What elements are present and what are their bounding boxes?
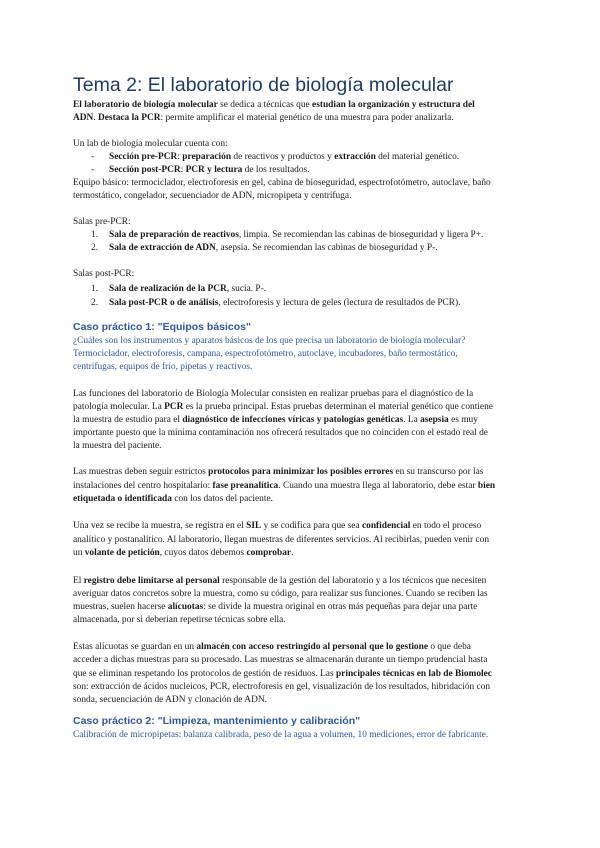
- intro-text: : permite amplificar el material genético de una muestra para poder analizarla.: [160, 113, 454, 123]
- text: . La: [403, 415, 421, 425]
- p3-line-3: [73, 547, 293, 560]
- text: y se codifica para que sea: [261, 521, 362, 531]
- section-item-pre-pcr: [109, 151, 459, 164]
- intro-text: se dedica a técnicas que: [217, 100, 313, 110]
- term: volante de petición: [84, 548, 160, 558]
- p1-line-1: Las funciones del laboratorio de Biología Molecular consisten en realizar pruebas para el diagnóstico de la: [73, 389, 474, 399]
- item-text: , limpia. Se recomiendan las cabinas de bioseguridad y ligera P+.: [238, 230, 484, 240]
- intro-text: .: [93, 113, 98, 123]
- text: es muy: [448, 415, 478, 425]
- text: responsable de la gestión del laboratorio y a los técnicos que necesiten: [219, 576, 487, 586]
- p3-line-2: analítico y postanalítico. Al laboratorio, llegan muestras de diferentes servicios. Al recibirlas, pueden venir con: [73, 535, 490, 545]
- intro-bold: ADN: [73, 113, 94, 123]
- item-term: Sección pre-PCR: [109, 152, 178, 162]
- caso-practico-1-heading: Caso práctico 1: "Equipos básicos": [73, 321, 252, 333]
- p4-line-2: averiguar datos concretos sobre la muestra, como su código, para realizar sus funciones. Cuando se reciben las: [73, 589, 488, 599]
- term: fase preanalítica: [212, 481, 279, 491]
- item-text: de los resultados.: [242, 165, 310, 175]
- lab-intro: Un lab de biología molecular cuenta con:: [73, 139, 228, 149]
- item-text: :: [180, 165, 186, 175]
- text: muestras, suelen hacerse: [73, 602, 168, 612]
- intro-term: El laboratorio de biología molecular: [73, 100, 218, 110]
- term: SIL: [246, 521, 262, 531]
- item-text: :: [177, 152, 183, 162]
- caso1-question: ¿Cuáles son los instrumentos y aparatos básicos de los que precisa un laboratorio de biología molecular?: [73, 336, 466, 346]
- p5-line-4: son: extracción de ácidos nucleicos, PCR, electroforesis en gel, visualización de los resultados, hibridación con: [73, 682, 491, 692]
- term: bien: [477, 481, 496, 491]
- post-pcr-item: [109, 283, 266, 296]
- p4-line-1: [73, 575, 486, 588]
- item-term: Sala de realización de la PCR: [109, 284, 227, 294]
- p4-line-3: [73, 601, 477, 614]
- equipo-line-2: termostático, congelador, secuenciador de ADN, micropipeta y centrífuga.: [73, 191, 352, 201]
- p5-line-3: [73, 668, 492, 681]
- item-text: , sucia. P-.: [226, 284, 267, 294]
- text: : se divide la muestra original en otras más pequeñas para dejar una parte: [203, 602, 478, 612]
- caso-practico-2-heading: Caso práctico 2: "Limpieza, mantenimiento y calibración": [73, 715, 361, 727]
- item-term: Sala post-PCR o de análisis: [109, 298, 219, 308]
- intro-bold: estudian la organización y estructura del: [312, 100, 475, 110]
- text: la muestra de estudio para el: [73, 415, 183, 425]
- term: asepsia: [420, 415, 449, 425]
- intro-line-1: [73, 99, 475, 112]
- text: en todo el proceso: [410, 521, 482, 531]
- term: almacén con acceso restringido al personal que lo gestione: [196, 642, 428, 652]
- item-term: Sala de extracción de ADN: [109, 243, 216, 253]
- list-marker: 1.: [91, 284, 99, 294]
- list-marker: 2.: [91, 298, 99, 308]
- list-marker: -: [91, 152, 95, 162]
- text: El: [73, 576, 84, 586]
- pre-pcr-label: Salas pre-PCR:: [73, 217, 131, 227]
- text: o que deba: [427, 642, 471, 652]
- item-term: Sala de preparación de reactivos: [109, 230, 239, 240]
- p5-line-5: sonda, secuenciación de ADN y clonación de ADN.: [73, 695, 267, 705]
- item-term: PCR y lectura: [185, 165, 243, 175]
- p4-line-4: almacenada, por si deberían repetirse técnicas sobre ella.: [73, 615, 286, 625]
- item-text: del material genético.: [375, 152, 460, 162]
- section-item-post-pcr: [109, 164, 310, 177]
- term: principales técnicas en lab de Biomolec: [335, 669, 492, 679]
- equipo-line-1: Equipo básico: termociclador, electroforesis en gel, cabina de bioseguridad, espectrofotómetro, autoclave, baño: [73, 178, 491, 188]
- term: diagnóstico de infecciones víricas y patologías genéticas: [182, 415, 404, 425]
- term: registro debe limitarse al personal: [83, 576, 220, 586]
- intro-line-2: [73, 112, 454, 125]
- caso1-answer-1: Termociclador, electroforesis, campana, espectrofotómetro, autoclave, incubadores, baño termostático,: [73, 349, 458, 359]
- item-term: Sección post-PCR: [109, 165, 181, 175]
- term: etiquetada o identificada: [73, 494, 172, 504]
- post-pcr-label: Salas post-PCR:: [73, 269, 135, 279]
- text: patología molecular. La: [73, 402, 165, 412]
- text: instalaciones del centro hospitalario:: [73, 481, 213, 491]
- caso2-line-1: Calibración de micropipetas: balanza calibrada, peso de la agua a volumen, 10 mediciones, error de fabricante.: [73, 730, 489, 740]
- list-marker: 1.: [91, 230, 99, 240]
- caso1-answer-2: centrífugas, equipos de frío, pipetas y reactivos.: [73, 362, 253, 372]
- item-term: extracción: [334, 152, 376, 162]
- p2-line-3: [73, 493, 273, 506]
- term: confidencial: [361, 521, 411, 531]
- text: Estas alícuotas se guardan en un: [73, 642, 197, 652]
- page-title: Tema 2: El laboratorio de biología molecular: [73, 74, 454, 96]
- term: protocolos para minimizar los posibles errores: [208, 467, 394, 477]
- p5-line-1: [73, 641, 471, 654]
- intro-bold: Destaca la PCR: [98, 113, 161, 123]
- text: es la prueba principal. Estas pruebas determinan el material genético que contiene: [183, 402, 493, 412]
- p1-line-5: la muestra del paciente.: [73, 441, 162, 451]
- text: con los datos del paciente.: [171, 494, 273, 504]
- post-pcr-item: [109, 297, 461, 310]
- term: comprobar: [246, 548, 292, 558]
- item-text: de reactivos y productos y: [231, 152, 335, 162]
- p2-line-2: [73, 480, 495, 493]
- text: .: [291, 548, 294, 558]
- item-text: , asepsia. Se recomiendan las cabinas de bioseguridad y P-.: [215, 243, 438, 253]
- p1-line-2: [73, 401, 493, 414]
- pre-pcr-item: [109, 242, 438, 255]
- text: que se eliminan respetando los protocolos de gestión de residuos. Las: [73, 669, 336, 679]
- text: Las muestras deben seguir estrictos: [73, 467, 209, 477]
- list-marker: 2.: [91, 243, 99, 253]
- term: PCR: [164, 402, 184, 412]
- item-text: , electroforesis y lectura de geles (lectura de resultados de PCR).: [218, 298, 461, 308]
- text: Una vez se recibe la muestra, se registra en el: [73, 521, 247, 531]
- text: , cuyos datos debemos: [159, 548, 247, 558]
- p3-line-1: [73, 520, 481, 533]
- term: alícuotas: [167, 602, 204, 612]
- p5-line-2: acceder a dichas muestras para su procesado. Las muestras se almacenarán durante un tiempo prudencial hasta: [73, 655, 488, 665]
- text: . Cuando una muestra llega al laboratorio, debe estar: [278, 481, 478, 491]
- p1-line-3: [73, 414, 478, 427]
- pre-pcr-item: [109, 229, 483, 242]
- text: en su transcurso por las: [393, 467, 484, 477]
- item-term: preparación: [182, 152, 232, 162]
- text: un: [73, 548, 85, 558]
- p1-line-4: importante puesto que la mínima contaminación nos ofrecerá resultados que no coinciden con el estado real de: [73, 428, 488, 438]
- list-marker: -: [91, 165, 95, 175]
- p2-line-1: [73, 466, 483, 479]
